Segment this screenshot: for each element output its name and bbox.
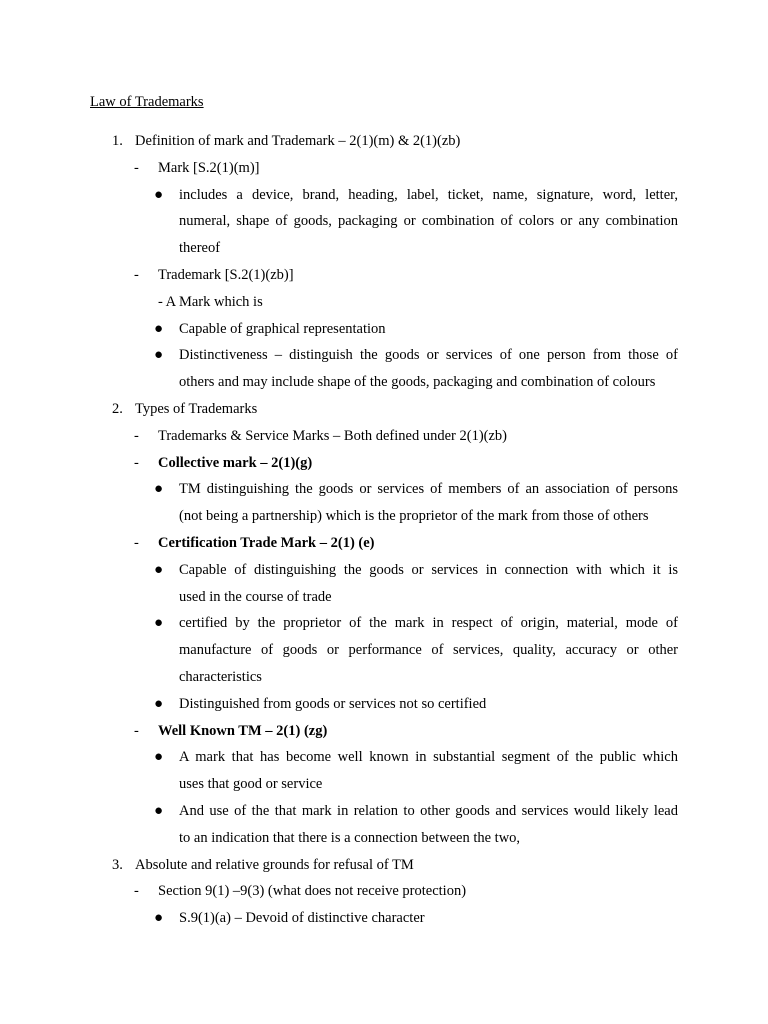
- bullet-icon: ●: [154, 561, 164, 578]
- section-heading-text: Absolute and relative grounds for refusal of TM: [135, 856, 414, 873]
- bullet-text: used in the course of trade: [179, 588, 332, 605]
- certification-bullet-line: [0, 584, 768, 611]
- certification-mark-item: [0, 530, 768, 557]
- trademark-item: [0, 262, 768, 289]
- list-number: 1.: [112, 133, 123, 149]
- well-known-bullet-line: [0, 771, 768, 798]
- bullet-text: others and may include shape of the goods, packaging and combination of colours: [179, 374, 656, 391]
- certification-bullet-line: [0, 664, 768, 691]
- well-known-mark-item: [0, 718, 768, 745]
- mark-bullet-line: [0, 182, 768, 209]
- bullet-text: thereof: [179, 240, 221, 257]
- bullet-text: numeral, shape of goods, packaging or combination of colors or any combination: [179, 213, 678, 230]
- trademark-bullet-line: [0, 342, 768, 369]
- mark-bullet-line: [0, 235, 768, 262]
- certification-bullet-line: [0, 557, 768, 584]
- bullet-text: TM distinguishing the goods or services of members of an association of persons: [179, 481, 678, 498]
- dash-marker: -: [134, 454, 139, 471]
- bullet-icon: ●: [154, 910, 164, 927]
- item-text: - A Mark which is: [158, 293, 263, 310]
- mark-item: [0, 155, 768, 182]
- item-text: Trademark [S.2(1)(zb)]: [158, 266, 294, 283]
- bullet-text: includes a device, brand, heading, label, ticket, name, signature, word, letter,: [179, 186, 678, 203]
- trademark-bullet-line: [0, 316, 768, 343]
- item-text-bold: Collective mark – 2(1)(g): [158, 454, 313, 471]
- bullet-icon: ●: [154, 320, 164, 337]
- service-marks-item: [0, 423, 768, 450]
- bullet-text: A mark that has become well known in substantial segment of the public which: [179, 749, 678, 766]
- dash-marker: -: [134, 266, 139, 283]
- certification-bullet-line: [0, 610, 768, 637]
- bullet-text: characteristics: [179, 668, 262, 685]
- well-known-bullet-line: [0, 744, 768, 771]
- bullet-text: S.9(1)(a) – Devoid of distinctive character: [179, 910, 425, 927]
- list-number: 2.: [112, 400, 123, 417]
- mark-bullet-line: [0, 208, 768, 235]
- bullet-text: uses that good or service: [179, 776, 323, 793]
- dash-marker: -: [134, 722, 139, 739]
- dash-marker: -: [134, 534, 139, 551]
- section-1-heading: [0, 128, 768, 155]
- well-known-bullet-line: [0, 825, 768, 852]
- bullet-text: Capable of distinguishing the goods or services in connection with which it is: [179, 561, 678, 578]
- section-2-heading: [0, 396, 768, 423]
- collective-mark-item: [0, 450, 768, 477]
- item-text-bold: Certification Trade Mark – 2(1) (e): [158, 534, 375, 551]
- dash-marker: -: [134, 427, 139, 444]
- document-title: Law of Trademarks: [90, 94, 204, 110]
- section-heading-text: Types of Trademarks: [135, 400, 258, 417]
- bullet-text: certified by the proprietor of the mark in respect of origin, material, mode of: [179, 615, 678, 632]
- bullet-text: Distinctiveness – distinguish the goods or services of one person from those of: [179, 347, 678, 364]
- bullet-icon: ●: [154, 695, 164, 712]
- item-text: Section 9(1) –9(3) (what does not receive protection): [158, 883, 467, 900]
- bullet-text: to an indication that there is a connection between the two,: [179, 829, 521, 846]
- bullet-text: manufacture of goods or performance of services, quality, accuracy or other: [179, 642, 678, 659]
- bullet-icon: ●: [154, 802, 164, 819]
- section-9-bullet-line: [0, 905, 768, 932]
- document-body: [0, 128, 768, 932]
- certification-bullet-line: [0, 691, 768, 718]
- item-text: Trademarks & Service Marks – Both defined under 2(1)(zb): [158, 427, 507, 444]
- bullet-text: Distinguished from goods or services not so certified: [179, 695, 487, 712]
- bullet-icon: ●: [154, 347, 164, 364]
- bullet-icon: ●: [154, 186, 164, 203]
- dash-marker: -: [134, 159, 139, 176]
- bullet-text: (not being a partnership) which is the proprietor of the mark from those of others: [179, 508, 649, 525]
- certification-bullet-line: [0, 637, 768, 664]
- bullet-text: Capable of graphical representation: [179, 320, 386, 337]
- item-text: Mark [S.2(1)(m)]: [158, 159, 260, 176]
- item-text-bold: Well Known TM – 2(1) (zg): [158, 722, 328, 739]
- collective-bullet-line: [0, 476, 768, 503]
- section-heading-text: Definition of mark and Trademark – 2(1)(m) & 2(1)(zb): [135, 133, 461, 149]
- bullet-icon: ●: [154, 615, 164, 632]
- bullet-icon: ●: [154, 749, 164, 766]
- bullet-text: And use of the that mark in relation to other goods and services would likely lead: [179, 802, 678, 819]
- section-9-item: [0, 878, 768, 905]
- dash-marker: -: [134, 883, 139, 900]
- list-number: 3.: [112, 856, 123, 873]
- bullet-icon: ●: [154, 481, 164, 498]
- well-known-bullet-line: [0, 798, 768, 825]
- trademark-bullet-line: [0, 369, 768, 396]
- collective-bullet-line: [0, 503, 768, 530]
- section-3-heading: [0, 852, 768, 879]
- trademark-sub-label: [0, 289, 768, 316]
